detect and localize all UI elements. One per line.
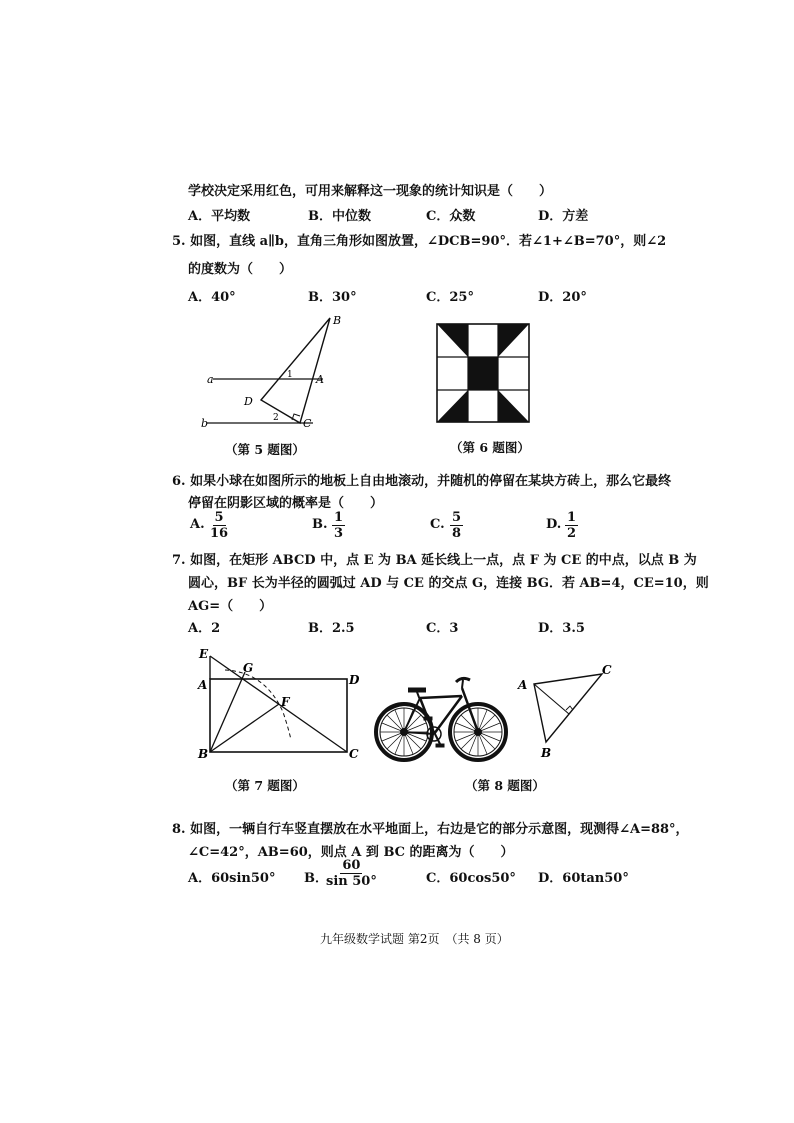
q6-option-a-letter: A.	[190, 517, 205, 532]
q7-option-b: B．2.5	[308, 621, 355, 636]
q4-option-c: C．众数	[426, 209, 476, 224]
q5-option-b: B．30°	[308, 290, 357, 305]
q6-option-c-numerator: 5	[452, 510, 462, 525]
q7-option-a: A．2	[188, 621, 221, 636]
label-B: B	[333, 314, 342, 327]
q6-option-b-numerator: 1	[334, 510, 344, 525]
q4-option-a: A．平均数	[188, 209, 251, 224]
label-A: A	[518, 678, 528, 692]
q6-option-c-fraction	[450, 510, 463, 541]
label-F: F	[281, 695, 290, 709]
q6-option-d-fraction	[565, 510, 578, 541]
q6-option-a-numerator: 5	[214, 510, 224, 525]
page-footer: 九年级数学试题 第2页 （共 8 页）	[320, 932, 509, 946]
label-a: a	[207, 373, 214, 386]
q7-option-d: D．3.5	[538, 621, 585, 636]
q6-text-line2: 停留在阴影区域的概率是（ ）	[188, 496, 384, 511]
q5-option-d: D．20°	[538, 290, 587, 305]
q8-option-b-letter: B．	[304, 871, 328, 886]
figure-5-caption: （第 5 题图）	[225, 442, 305, 457]
q7-text-line1: 7. 如图，在矩形 ABCD 中，点 E 为 BA 延长线上一点，点 F 为 CE 的中点，以点 B 为	[172, 553, 697, 568]
label-C: C	[602, 663, 612, 677]
q4-text: 学校决定采用红色，可用来解释这一现象的统计知识是（ ）	[188, 184, 553, 199]
q6-option-b-fraction	[332, 510, 345, 541]
label-B: B	[541, 746, 552, 760]
label-A: A	[198, 678, 208, 692]
label-b: b	[201, 417, 209, 430]
q8-option-b-fraction	[324, 858, 379, 889]
figure-6	[436, 323, 530, 423]
q8-option-d: D．60tan50°	[538, 871, 629, 886]
q5-text-line1: 5. 如图，直线 a∥b，直角三角形如图放置，∠DCB=90°．若∠1+∠B=70°，则∠2	[172, 234, 667, 249]
rectangle-ABCD	[210, 679, 347, 752]
figure-8-caption: （第 8 题图）	[465, 778, 545, 793]
q4-option-b: B．中位数	[308, 209, 371, 224]
q6-text-line1: 6. 如果小球在如图所示的地板上自由地滚动，并随机的停留在某块方砖上，那么它最终	[172, 474, 672, 489]
figure-8-triangle	[512, 662, 617, 762]
figure-7-caption: （第 7 题图）	[225, 778, 305, 793]
figure-7	[195, 642, 367, 764]
label-D: D	[244, 395, 253, 408]
q6-option-d-denominator: 2	[567, 526, 577, 541]
label-A: A	[316, 373, 324, 386]
q5-option-c: C．25°	[426, 290, 474, 305]
shaded-center-tile	[468, 357, 498, 390]
q5-text-line2: 的度数为（ ）	[188, 262, 293, 277]
q8-option-b-denominator: sin 50°	[326, 874, 377, 889]
label-E: E	[199, 647, 209, 661]
q4-option-d: D．方差	[538, 209, 589, 224]
q6-option-a-denominator: 16	[210, 526, 229, 541]
q7-option-c: C．3	[426, 621, 459, 636]
q6-option-d-numerator: 1	[567, 510, 577, 525]
q6-option-d-letter: D.	[546, 517, 562, 532]
figure-6-caption: （第 6 题图）	[450, 440, 530, 455]
label-C: C	[349, 747, 359, 761]
label-C: C	[303, 417, 312, 430]
q6-option-c-denominator: 8	[452, 526, 462, 541]
q8-text-line1: 8. 如图，一辆自行车竖直摆放在水平地面上，右边是它的部分示意图，现测得∠A=88°，	[172, 822, 689, 837]
label-angle-1: 1	[287, 370, 293, 380]
label-angle-2: 2	[273, 413, 279, 423]
q6-option-b-letter: B.	[312, 517, 328, 532]
q7-text-line2: 圆心，BF 长为半径的圆弧过 AD 与 CE 的交点 G，连接 BG．若 AB=4，CE=10，则	[188, 576, 709, 591]
right-triangle	[261, 318, 330, 423]
q8-option-a: A．60sin50°	[188, 871, 276, 886]
q6-option-b-denominator: 3	[334, 526, 344, 541]
q8-option-c: C．60cos50°	[426, 871, 516, 886]
q6-option-c-letter: C.	[430, 517, 445, 532]
figure-5	[195, 310, 355, 435]
label-B: B	[198, 747, 209, 761]
label-D: D	[349, 673, 360, 687]
q8-text-line2: ∠C=42°，AB=60，则点 A 到 BC 的距离为（ ）	[188, 845, 514, 860]
q5-option-a: A．40°	[188, 290, 236, 305]
label-G: G	[243, 661, 254, 675]
q6-option-a-fraction	[208, 510, 230, 541]
q8-option-b-numerator: 60	[342, 858, 361, 873]
q7-text-line3: AG=（ ）	[188, 599, 273, 614]
bicycle-illustration	[370, 668, 510, 766]
